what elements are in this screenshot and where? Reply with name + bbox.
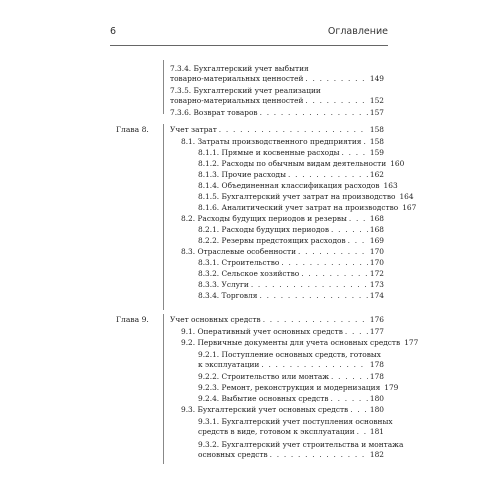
toc-page-number: 182 bbox=[369, 450, 384, 459]
toc-page-number: 160 bbox=[390, 159, 405, 168]
toc-entry-text: 8.1.4. Объединенная классификация расходов bbox=[198, 181, 380, 190]
toc-page-number: 159 bbox=[369, 148, 384, 157]
toc-entry-text: 7.3.6. Возврат товаров bbox=[170, 108, 258, 117]
toc-entry-8-3-1[interactable] bbox=[198, 258, 384, 268]
toc-page-number: 168 bbox=[369, 214, 384, 223]
toc-page-number: 174 bbox=[369, 291, 384, 300]
leader-dots bbox=[331, 225, 368, 235]
toc-7-3-4-line1: 7.3.4. Бухгалтерский учет выбытия bbox=[170, 64, 309, 73]
toc-page-number: 158 bbox=[369, 125, 384, 134]
toc-entry-text: средств в виде, готовом к эксплуатации bbox=[198, 427, 355, 436]
toc-page-number: 178 bbox=[369, 360, 384, 369]
page-number: 6 bbox=[110, 26, 117, 37]
toc-entry-8-1-3[interactable] bbox=[198, 170, 384, 180]
toc-page-number: 177 bbox=[369, 327, 384, 336]
toc-entry-text: 8.1.3. Прочие расходы bbox=[198, 170, 286, 179]
toc-page-number: 152 bbox=[369, 96, 384, 105]
toc-page-number: 157 bbox=[369, 108, 384, 117]
toc-chapter-8[interactable] bbox=[170, 125, 384, 135]
toc-entry-8-3-2[interactable] bbox=[198, 269, 384, 279]
toc-entry-8-1-1[interactable] bbox=[198, 148, 384, 158]
toc-entry-text: 9.2.2. Строительство или монтаж bbox=[198, 372, 330, 381]
leader-dots bbox=[363, 137, 367, 147]
leader-dots bbox=[357, 427, 368, 437]
running-header bbox=[110, 26, 388, 42]
toc-entry-text: 8.3.3. Услуги bbox=[198, 280, 249, 289]
toc-page-number: 177 bbox=[404, 338, 419, 347]
toc-entry-9-2-3[interactable] bbox=[198, 383, 399, 393]
leader-dots bbox=[331, 394, 368, 404]
toc-entry-9-3-2[interactable] bbox=[198, 450, 384, 460]
toc-page-number: 170 bbox=[369, 247, 384, 256]
toc-entry-text: 9.2.3. Ремонт, реконструкция и модернизация bbox=[198, 383, 381, 392]
toc-page-number: 149 bbox=[369, 74, 384, 83]
toc-entry-7-3-5[interactable] bbox=[170, 96, 384, 106]
leader-dots bbox=[251, 280, 368, 290]
leader-dots bbox=[270, 450, 368, 460]
toc-entry-8-3-3[interactable] bbox=[198, 280, 384, 290]
toc-entry-8-2-2[interactable] bbox=[198, 236, 384, 246]
indent-line-top bbox=[163, 60, 164, 114]
toc-page-number: 163 bbox=[383, 181, 398, 190]
toc-page-number: 176 bbox=[369, 315, 384, 324]
leader-dots bbox=[348, 236, 368, 246]
toc-entry-8-1-2[interactable] bbox=[198, 159, 405, 169]
toc-entry-text: 8.3. Отраслевые особенности bbox=[181, 247, 297, 256]
toc-entry-8-3[interactable] bbox=[181, 247, 384, 257]
chapter-8-label: Глава 8. bbox=[116, 125, 149, 134]
toc-page-number: 181 bbox=[369, 427, 384, 436]
leader-dots bbox=[342, 148, 368, 158]
toc-entry-text: 8.1.5. Бухгалтерский учет затрат на производство bbox=[198, 192, 396, 201]
toc-entry-8-2-1[interactable] bbox=[198, 225, 384, 235]
toc-page-number: 178 bbox=[369, 372, 384, 381]
leader-dots bbox=[298, 247, 368, 257]
leader-dots bbox=[349, 214, 368, 224]
toc-entry-text: Учет основных средств bbox=[170, 315, 261, 324]
toc-entry-9-2-1[interactable] bbox=[198, 360, 384, 370]
toc-entry-9-2[interactable] bbox=[181, 338, 419, 348]
toc-page-number: 162 bbox=[369, 170, 384, 179]
toc-page-number: 158 bbox=[369, 137, 384, 146]
chapter-9-label: Глава 9. bbox=[116, 315, 149, 324]
toc-page-number: 164 bbox=[399, 192, 414, 201]
toc-page-number: 172 bbox=[369, 269, 384, 278]
toc-entry-text: 8.1.6. Аналитический учет затрат на производство bbox=[198, 203, 399, 212]
toc-entry-8-2[interactable] bbox=[181, 214, 384, 224]
toc-entry-9-2-4[interactable] bbox=[198, 394, 384, 404]
toc-entry-text: 8.1. Затраты производственного предприятия bbox=[181, 137, 362, 146]
toc-entry-text: к эксплуатации bbox=[198, 360, 260, 369]
toc-entry-text: товарно-материальных ценностей bbox=[170, 96, 304, 105]
toc-entry-text: 8.3.4. Торговля bbox=[198, 291, 258, 300]
leader-dots bbox=[350, 405, 368, 415]
leader-dots bbox=[301, 269, 368, 279]
toc-page-number: 180 bbox=[369, 394, 384, 403]
toc-entry-text: основных средств bbox=[198, 450, 268, 459]
leader-dots bbox=[281, 258, 368, 268]
leader-dots bbox=[261, 360, 368, 370]
running-title: Оглавление bbox=[327, 26, 388, 37]
leader-dots bbox=[219, 125, 368, 135]
toc-page-number: 173 bbox=[369, 280, 384, 289]
toc-entry-text: 8.2.2. Резервы предстоящих расходов bbox=[198, 236, 346, 245]
toc-page-number: 180 bbox=[369, 405, 384, 414]
toc-entry-8-1-6[interactable] bbox=[198, 203, 417, 213]
toc-entry-text: 8.2. Расходы будущих периодов и резервы bbox=[181, 214, 347, 223]
toc-page-number: 179 bbox=[384, 383, 399, 392]
toc-entry-9-2-2[interactable] bbox=[198, 372, 384, 382]
toc-entry-8-1-5[interactable] bbox=[198, 192, 414, 202]
toc-entry-text: 8.1.1. Прямые и косвенные расходы bbox=[198, 148, 340, 157]
toc-entry-8-1-4[interactable] bbox=[198, 181, 398, 191]
leader-dots bbox=[263, 315, 368, 325]
leader-dots bbox=[345, 327, 368, 337]
leader-dots bbox=[288, 170, 368, 180]
toc-9-3-1-line1: 9.3.1. Бухгалтерский учет поступления основных bbox=[198, 417, 393, 426]
toc-7-3-5-line1: 7.3.5. Бухгалтерский учет реализации bbox=[170, 86, 321, 95]
leader-dots bbox=[259, 291, 367, 301]
toc-entry-text: товарно-материальных ценностей bbox=[170, 74, 304, 83]
toc-page-number: 170 bbox=[369, 258, 384, 267]
toc-entry-text: 8.3.2. Сельское хозяйство bbox=[198, 269, 300, 278]
toc-entry-text: 9.3. Бухгалтерский учет основных средств bbox=[181, 405, 349, 414]
toc-chapter-9[interactable] bbox=[170, 315, 384, 325]
leader-dots bbox=[305, 96, 368, 106]
toc-page-number: 167 bbox=[402, 203, 417, 212]
leader-dots bbox=[331, 372, 368, 382]
leader-dots bbox=[260, 108, 368, 118]
toc-entry-7-3-6[interactable] bbox=[170, 108, 384, 118]
toc-entry-9-1[interactable] bbox=[181, 327, 384, 337]
toc-entry-9-3-1[interactable] bbox=[198, 427, 384, 437]
header-rule bbox=[110, 45, 388, 46]
indent-line-chapter9 bbox=[163, 314, 164, 464]
toc-entry-text: 9.2.4. Выбытие основных средств bbox=[198, 394, 329, 403]
toc-entry-7-3-4[interactable] bbox=[170, 74, 384, 84]
toc-entry-text: 9.2. Первичные документы для учета основных средств bbox=[181, 338, 401, 347]
toc-entry-8-1[interactable] bbox=[181, 137, 384, 147]
toc-entry-text: 8.2.1. Расходы будущих периодов bbox=[198, 225, 329, 234]
toc-page-number: 169 bbox=[369, 236, 384, 245]
toc-entry-9-3[interactable] bbox=[181, 405, 384, 415]
toc-entry-text: 8.3.1. Строительство bbox=[198, 258, 280, 267]
toc-entry-text: Учет затрат bbox=[170, 125, 217, 134]
toc-entry-text: 9.1. Оперативный учет основных средств bbox=[181, 327, 343, 336]
toc-9-2-1-line1: 9.2.1. Поступление основных средств, готовых bbox=[198, 350, 381, 359]
toc-entry-8-3-4[interactable] bbox=[198, 291, 384, 301]
leader-dots bbox=[305, 74, 368, 84]
toc-entry-text: 8.1.2. Расходы по обычным видам деятельности bbox=[198, 159, 387, 168]
indent-line-chapter8 bbox=[163, 124, 164, 310]
toc-9-3-2-line1: 9.3.2. Бухгалтерский учет строительства и монтажа bbox=[198, 440, 404, 449]
toc-page-number: 168 bbox=[369, 225, 384, 234]
